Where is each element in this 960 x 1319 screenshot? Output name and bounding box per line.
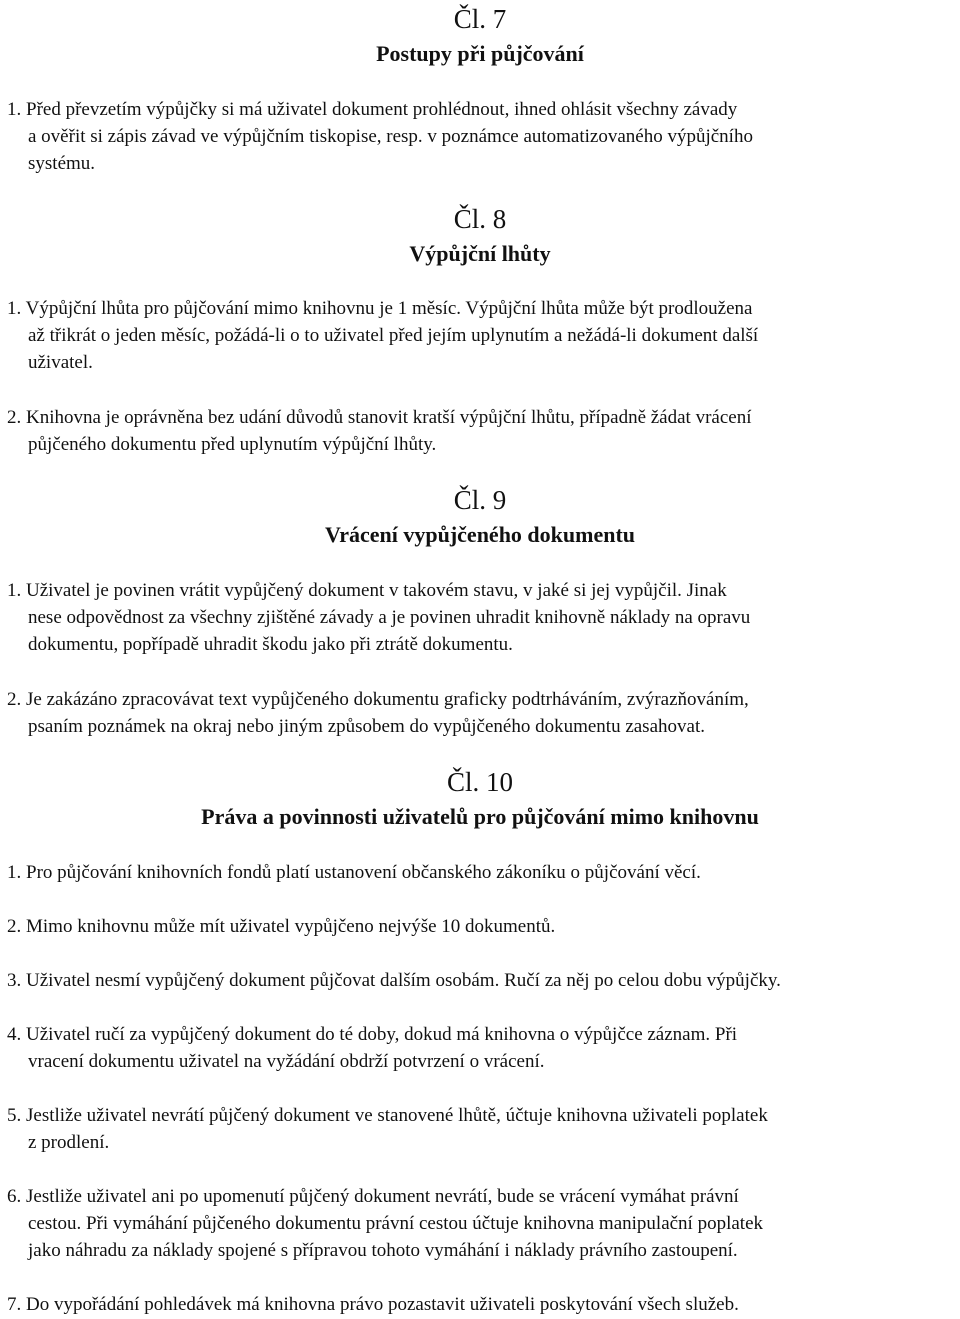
- article-number: Čl. 8: [453, 204, 507, 234]
- paragraph-line: nese odpovědnost za všechny zjištěné závady a je povinen uhradit knihovně náklady na opravu: [28, 607, 751, 628]
- paragraph: [7, 686, 959, 740]
- paragraph: [7, 1021, 959, 1075]
- paragraph-line: vracení dokumentu uživatel na vyžádání obdrží potvrzení o vrácení.: [28, 1051, 545, 1072]
- paragraph: [7, 1291, 959, 1318]
- paragraph-line: systému.: [28, 153, 96, 174]
- paragraph-line: 7. Do vypořádání pohledávek má knihovna právo pozastavit uživateli poskytování všech služeb.: [7, 1294, 739, 1315]
- paragraph-line: z prodlení.: [28, 1132, 110, 1153]
- paragraph-line: a ověřit si zápis závad ve výpůjčním tiskopise, resp. v poznámce automatizovaného výpůjčního: [28, 126, 753, 147]
- article-number: Čl. 7: [453, 4, 507, 34]
- paragraph: [7, 913, 959, 940]
- paragraph-line: jako náhradu za náklady spojené s přípravou tohoto vymáhání i náklady právního zastoupení.: [28, 1240, 738, 1261]
- article-title: Vrácení vypůjčeného dokumentu: [324, 522, 636, 547]
- paragraph-line: 2. Knihovna je oprávněna bez udání důvodů stanovit kratší výpůjční lhůtu, případně žádat vrácení: [7, 407, 752, 428]
- article-title: Postupy při půjčování: [376, 41, 584, 66]
- article-number: Čl. 10: [446, 767, 513, 797]
- paragraph-line: 1. Výpůjční lhůta pro půjčování mimo knihovnu je 1 měsíc. Výpůjční lhůta může být prodloužena: [7, 298, 753, 319]
- paragraph: [7, 96, 959, 177]
- paragraph-line: 4. Uživatel ručí za vypůjčený dokument do té doby, dokud má knihovna o výpůjčce záznam. Při: [7, 1024, 738, 1045]
- article-title: Výpůjční lhůty: [409, 241, 551, 266]
- paragraph: [7, 577, 959, 658]
- paragraph-line: 2. Mimo knihovnu může mít uživatel vypůjčeno nejvýše 10 dokumentů.: [7, 916, 556, 937]
- article-title: Práva a povinnosti uživatelů pro půjčování mimo knihovnu: [201, 804, 759, 829]
- paragraph-line: 3. Uživatel nesmí vypůjčený dokument půjčovat dalším osobám. Ručí za něj po celou dobu výpůjčky.: [7, 970, 781, 991]
- paragraph-line: 6. Jestliže uživatel ani po upomenutí půjčený dokument nevrátí, bude se vrácení vymáhat právní: [7, 1186, 739, 1207]
- paragraph: [7, 404, 959, 458]
- paragraph-line: psaním poznámek na okraj nebo jiným způsobem do vypůjčeného dokumentu zasahovat.: [28, 716, 705, 737]
- paragraph-line: dokumentu, popřípadě uhradit škodu jako při ztrátě dokumentu.: [28, 634, 513, 655]
- paragraph-line: uživatel.: [28, 352, 93, 373]
- paragraph-line: 2. Je zakázáno zpracovávat text vypůjčeného dokumentu graficky podtrháváním, zvýrazňováním,: [7, 689, 749, 710]
- paragraph-line: 1. Před převzetím výpůjčky si má uživatel dokument prohlédnout, ihned ohlásit všechny závady: [7, 99, 738, 120]
- paragraph: [7, 295, 959, 376]
- paragraph: [7, 1183, 959, 1264]
- paragraph-line: až třikrát o jeden měsíc, požádá-li o to uživatel před jejím uplynutím a nežádá-li dokument další: [28, 325, 759, 346]
- article-number: Čl. 9: [453, 485, 507, 515]
- paragraph-line: 1. Pro půjčování knihovních fondů platí ustanovení občanského zákoníku o půjčování věcí.: [7, 862, 701, 883]
- paragraph: [7, 967, 959, 994]
- paragraph: [7, 1102, 959, 1156]
- paragraph-line: cestou. Při vymáhání půjčeného dokumentu právní cestou účtuje knihovna manipulační poplatek: [28, 1213, 764, 1234]
- paragraph: [7, 859, 959, 886]
- paragraph-line: půjčeného dokumentu před uplynutím výpůjční lhůty.: [28, 434, 437, 455]
- paragraph-line: 5. Jestliže uživatel nevrátí půjčený dokument ve stanovené lhůtě, účtuje knihovna uživateli poplatek: [7, 1105, 768, 1126]
- paragraph-line: 1. Uživatel je povinen vrátit vypůjčený dokument v takovém stavu, v jaké si jej vypůjčil. Jinak: [7, 580, 727, 601]
